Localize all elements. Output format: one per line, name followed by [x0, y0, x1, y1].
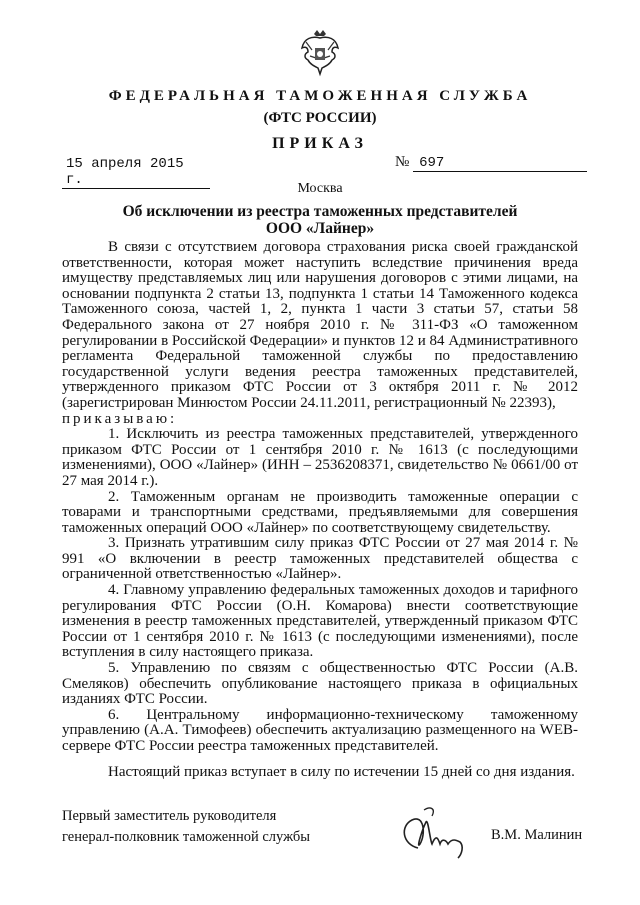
number-value: 697: [413, 155, 587, 172]
signature-block: [62, 800, 583, 862]
coat-of-arms-icon: [300, 28, 340, 78]
paragraph-item-1: 1. Исключить из реестра таможенных представителей, утвержденного приказом ФТС России от 1 сентября 2010 г. № 1613 (с последующими изменениями), ООО «Лайнер» (ИНН – 2536208371, свидетельство № 0661/00 от 27 мая 2014 г.).: [62, 426, 578, 489]
agency-name: ФЕДЕРАЛЬНАЯ ТАМОЖЕННАЯ СЛУЖБА: [108, 88, 532, 104]
document-title: [0, 203, 640, 237]
signatory-name: В.М. Малинин: [491, 827, 583, 844]
handwritten-signature-icon: [396, 800, 476, 860]
number-label: №: [395, 154, 410, 170]
position-line: Первый заместитель руководителя: [62, 808, 277, 825]
position-line: генерал-полковник таможенной службы: [62, 829, 311, 846]
document-date: 15 апреля 2015 г.: [62, 156, 210, 189]
document-number: [395, 154, 587, 172]
paragraph-item-6: 6. Центральному информационно-техническому таможенному управлению (А.А. Тимофеев) обеспечить актуализацию размещенного на WEB-сервере ФТС России реестра таможенных представителей.: [62, 706, 578, 754]
document-body: [62, 240, 578, 780]
city: Москва: [297, 181, 343, 196]
agency-short-name: (ФТС РОССИИ): [263, 110, 377, 126]
paragraph-effective: Настоящий приказ вступает в силу по истечении 15 дней со дня издания.: [108, 763, 575, 780]
title-line: Об исключении из реестра таможенных представителей: [122, 203, 518, 220]
paragraph-item-3: 3. Признать утратившим силу приказ ФТС России от 27 мая 2014 г. № 991 «О включении в реестр таможенных представителей общества с ограниченной ответственностью «Лайнер».: [62, 535, 578, 583]
paragraph-item-4: 4. Главному управлению федеральных таможенных доходов и тарифного регулирования ФТС России (О.Н. Комарова) внести соответствующие изменения в реестр таможенных представителей, утвержденный приказом ФТС России от 1 сентября 2010 г. № 1613 (с последующими изменениями), после вступления в силу настоящего приказа.: [62, 582, 578, 661]
paragraph-item-2: 2. Таможенным органам не производить таможенные операции с товарами и транспортными средствами, предъявляемыми для совершения таможенных операций ООО «Лайнер» по соответствующему свидетельству.: [62, 488, 578, 536]
title-line: ООО «Лайнер»: [265, 220, 375, 237]
document-type: ПРИКАЗ: [272, 135, 368, 152]
document-main: [62, 239, 583, 882]
paragraph-preamble: В связи с отсутствием договора страхования риска своей гражданской ответственности, которая может наступить вследствие причинения вреда имуществу представляемых лиц или нарушения договоров с этими лицами, на основании подпункта 2 статьи 13, подпункта 1 статьи 14 Таможенного кодекса Таможенного союза, частей 1, 2, пункта 1 части 3 статьи 57, статьи 58 Федерального закона от 27 ноября 2010 г. № 311-ФЗ «О таможенном регулировании в Российской Федерации» и пунктов 12 и 84 Административного регламента Федеральной таможенной службы по предоставлению государственной услуги ведения реестра таможенных представителей, утвержденного приказом ФТС России от 3 октября 2011 г. № 2012 (зарегистрирован Минюстом России 24.11.2011, регистрационный № 22393),: [62, 239, 578, 411]
paragraph-item-5: 5. Управлению по связям с общественностью ФТС России (А.В. Смеляков) обеспечить опубликование настоящего приказа в официальных изданиях ФТС России.: [62, 660, 578, 708]
paragraph-order: приказываю:: [62, 410, 178, 427]
signatory-position: [62, 806, 310, 848]
